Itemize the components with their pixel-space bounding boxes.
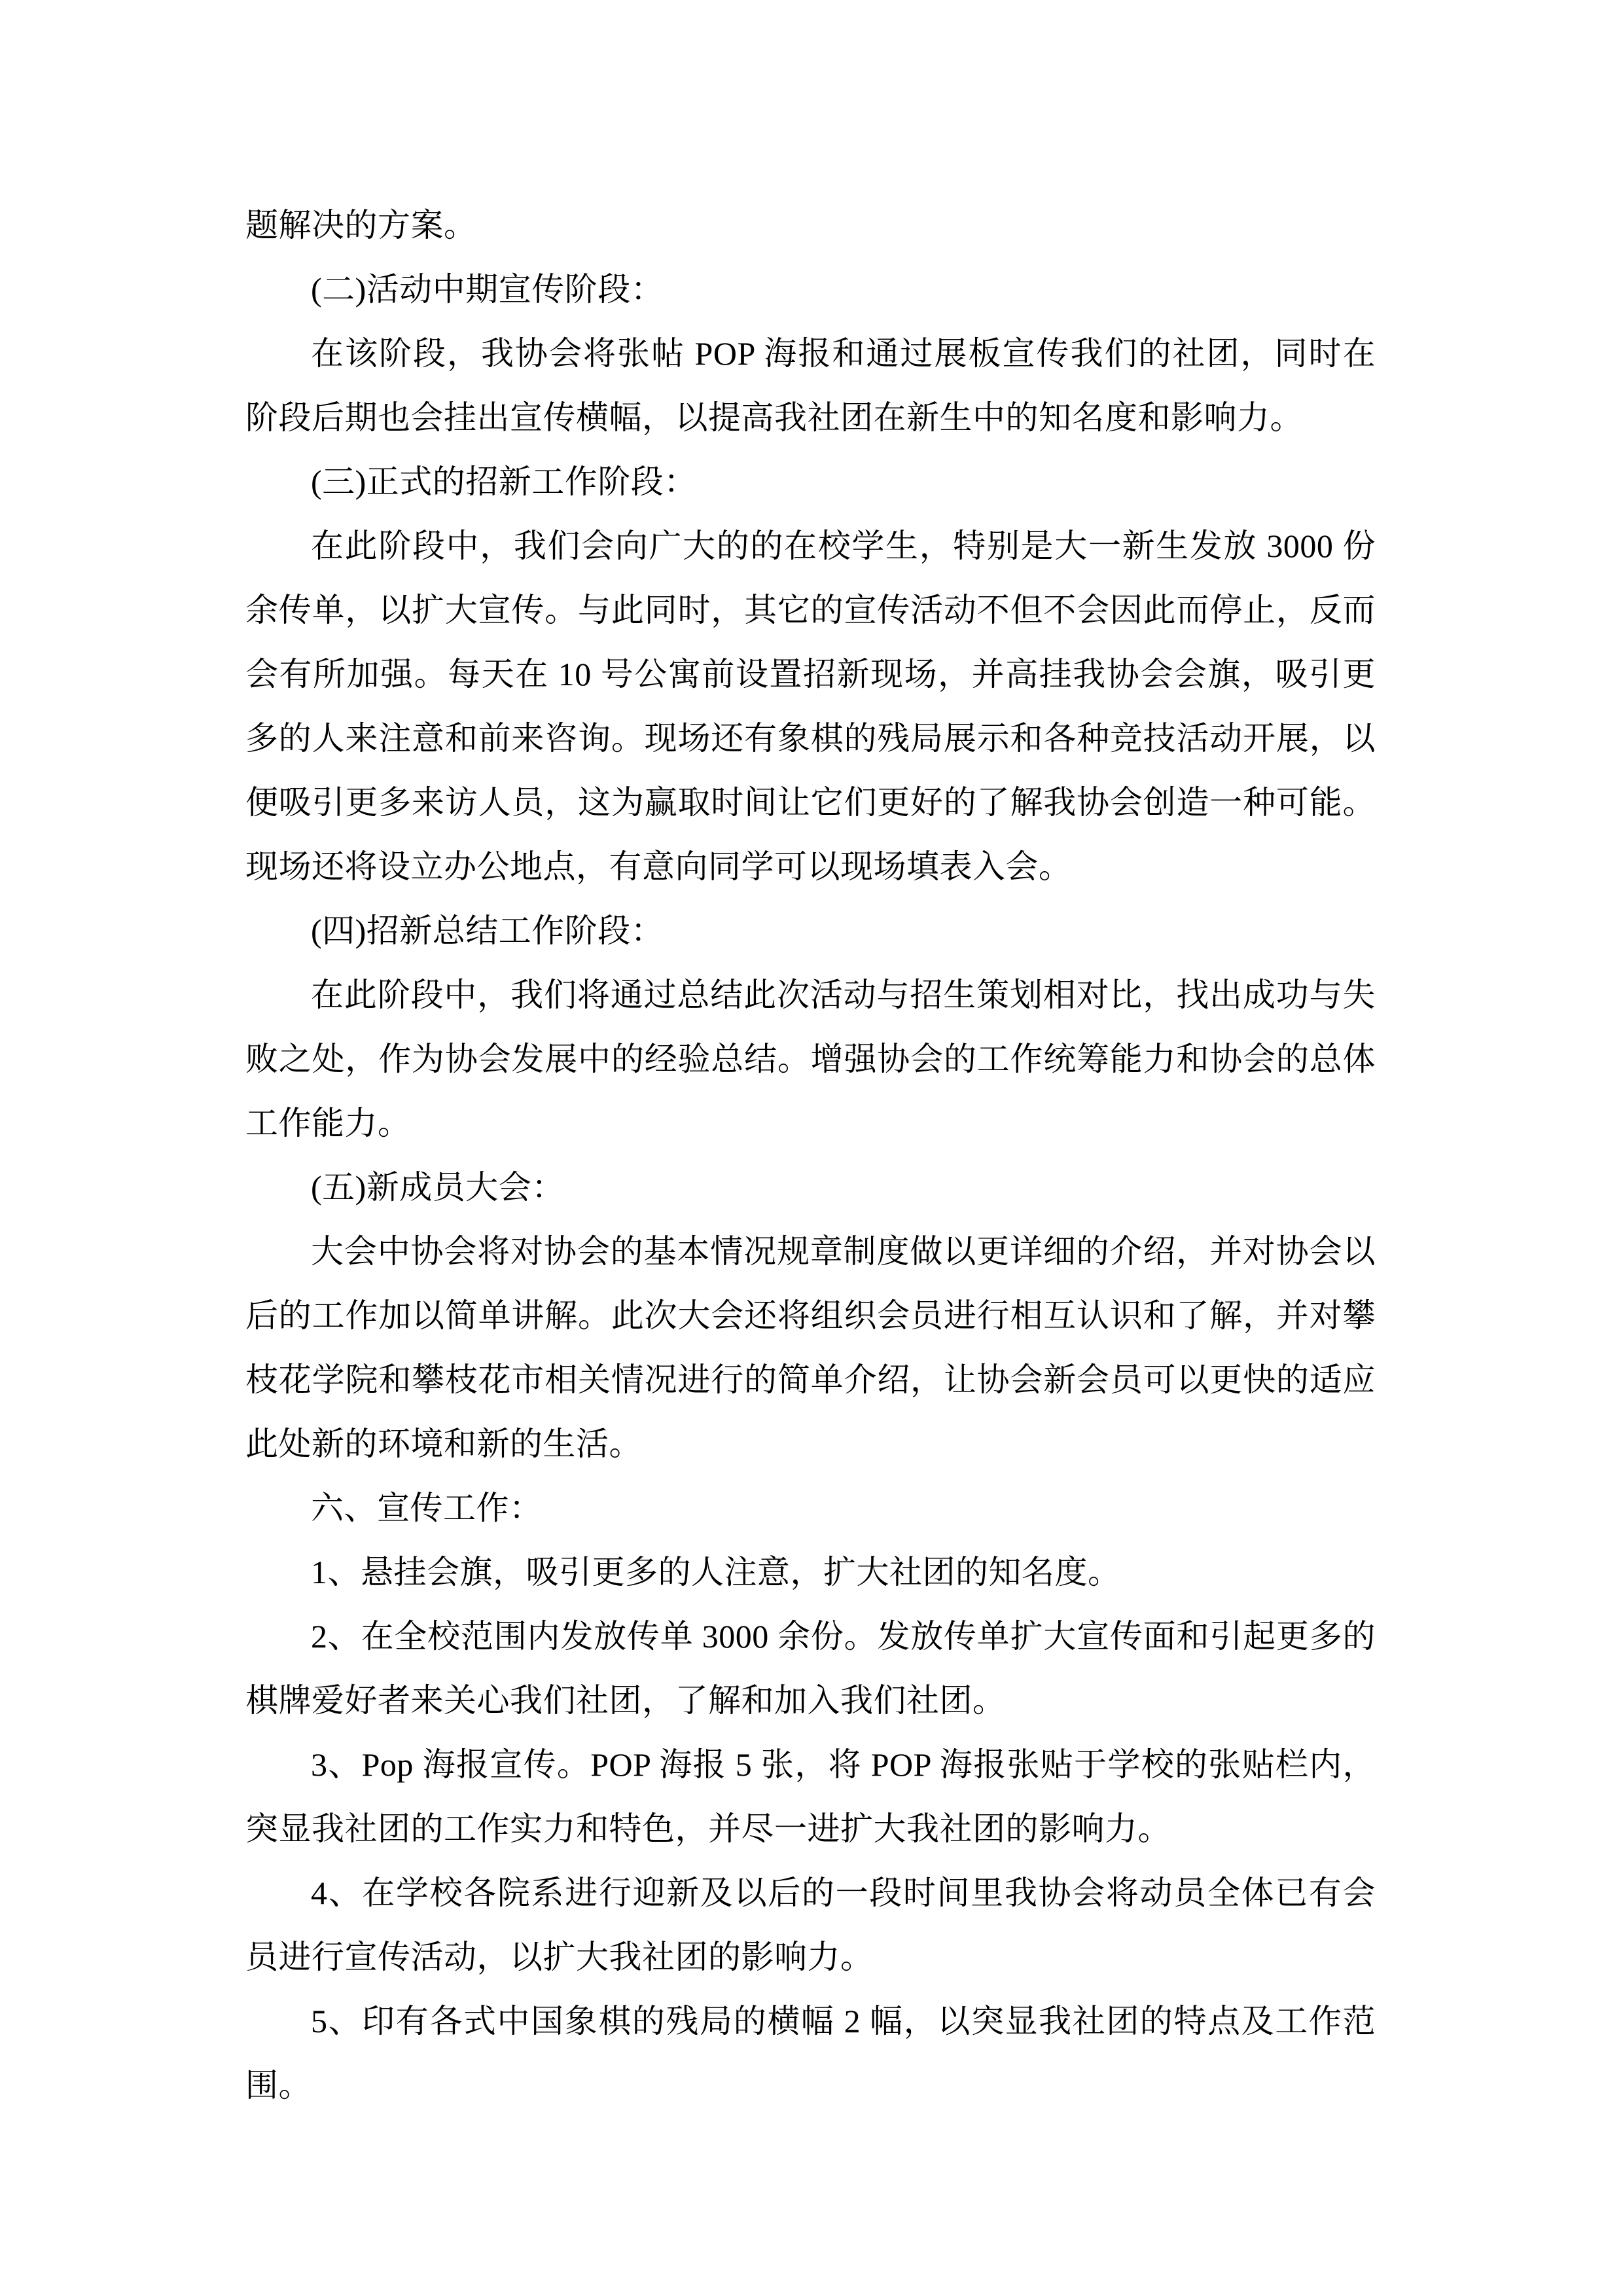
paragraph: 5、印有各式中国象棋的残局的横幅 2 幅，以突显我社团的特点及工作范围。: [245, 2003, 1376, 2104]
paragraph: (三)正式的招新工作阶段：: [311, 463, 697, 500]
paragraph: (二)活动中期宣传阶段：: [311, 271, 664, 308]
paragraph: 3、Pop 海报宣传。POP 海报 5 张，将 POP 海报张贴于学校的张贴栏内，突显我社团的工作实力和特色，并尽一进扩大我社团的影响力。: [245, 1746, 1376, 1847]
paragraph: 2、在全校范围内发放传单 3000 余份。发放传单扩大宣传面和引起更多的棋牌爱好者来关心我们社团，了解和加入我们社团。: [245, 1618, 1376, 1719]
paragraph: 4、在学校各院系进行迎新及以后的一段时间里我协会将动员全体已有会员进行宣传活动，以扩大我社团的影响力。: [245, 1874, 1376, 1975]
paragraph: 在此阶段中，我们将通过总结此次活动与招生策划相对比，找出成功与失败之处，作为协会发展中的经验总结。增强协会的工作统筹能力和协会的总体工作能力。: [245, 977, 1376, 1141]
paragraph: 六、宣传工作：: [311, 1490, 543, 1526]
paragraph: 题解决的方案。: [245, 207, 477, 243]
paragraph: 在该阶段，我协会将张帖 POP 海报和通过展板宣传我们的社团，同时在阶段后期也会挂出宣传横幅，以提高我社团在新生中的知名度和影响力。: [245, 335, 1376, 436]
paragraph: 1、悬挂会旗，吸引更多的人注意，扩大社团的知名度。: [311, 1554, 1121, 1590]
paragraph: 大会中协会将对协会的基本情况规章制度做以更详细的介绍，并对协会以后的工作加以简单讲解。此次大会还将组织会员进行相互认识和了解，并对攀枝花学院和攀枝花市相关情况进行的简单介绍，让协会新会员可以更快的适应此处新的环境和新的生活。: [245, 1233, 1376, 1462]
paragraph: 在此阶段中，我们会向广大的的在校学生，特别是大一新生发放 3000 份余传单，以扩大宣传。与此同时，其它的宣传活动不但不会因此而停止，反而会有所加强。每天在 10 号公寓前设置招新现场，并高挂我协会会旗，吸引更多的人来注意和前来咨询。现场还有象棋的残局展示和各种竞技活动开展，以便吸引更多来访人员，这为赢取时间让它们更好的了解我协会创造一种可能。现场还将设立办公地点，有意向同学可以现场填表入会。: [245, 528, 1376, 885]
document-content: [245, 193, 1376, 2117]
paragraph: (五)新成员大会：: [311, 1169, 565, 1206]
paragraph: (四)招新总结工作阶段：: [311, 912, 664, 949]
